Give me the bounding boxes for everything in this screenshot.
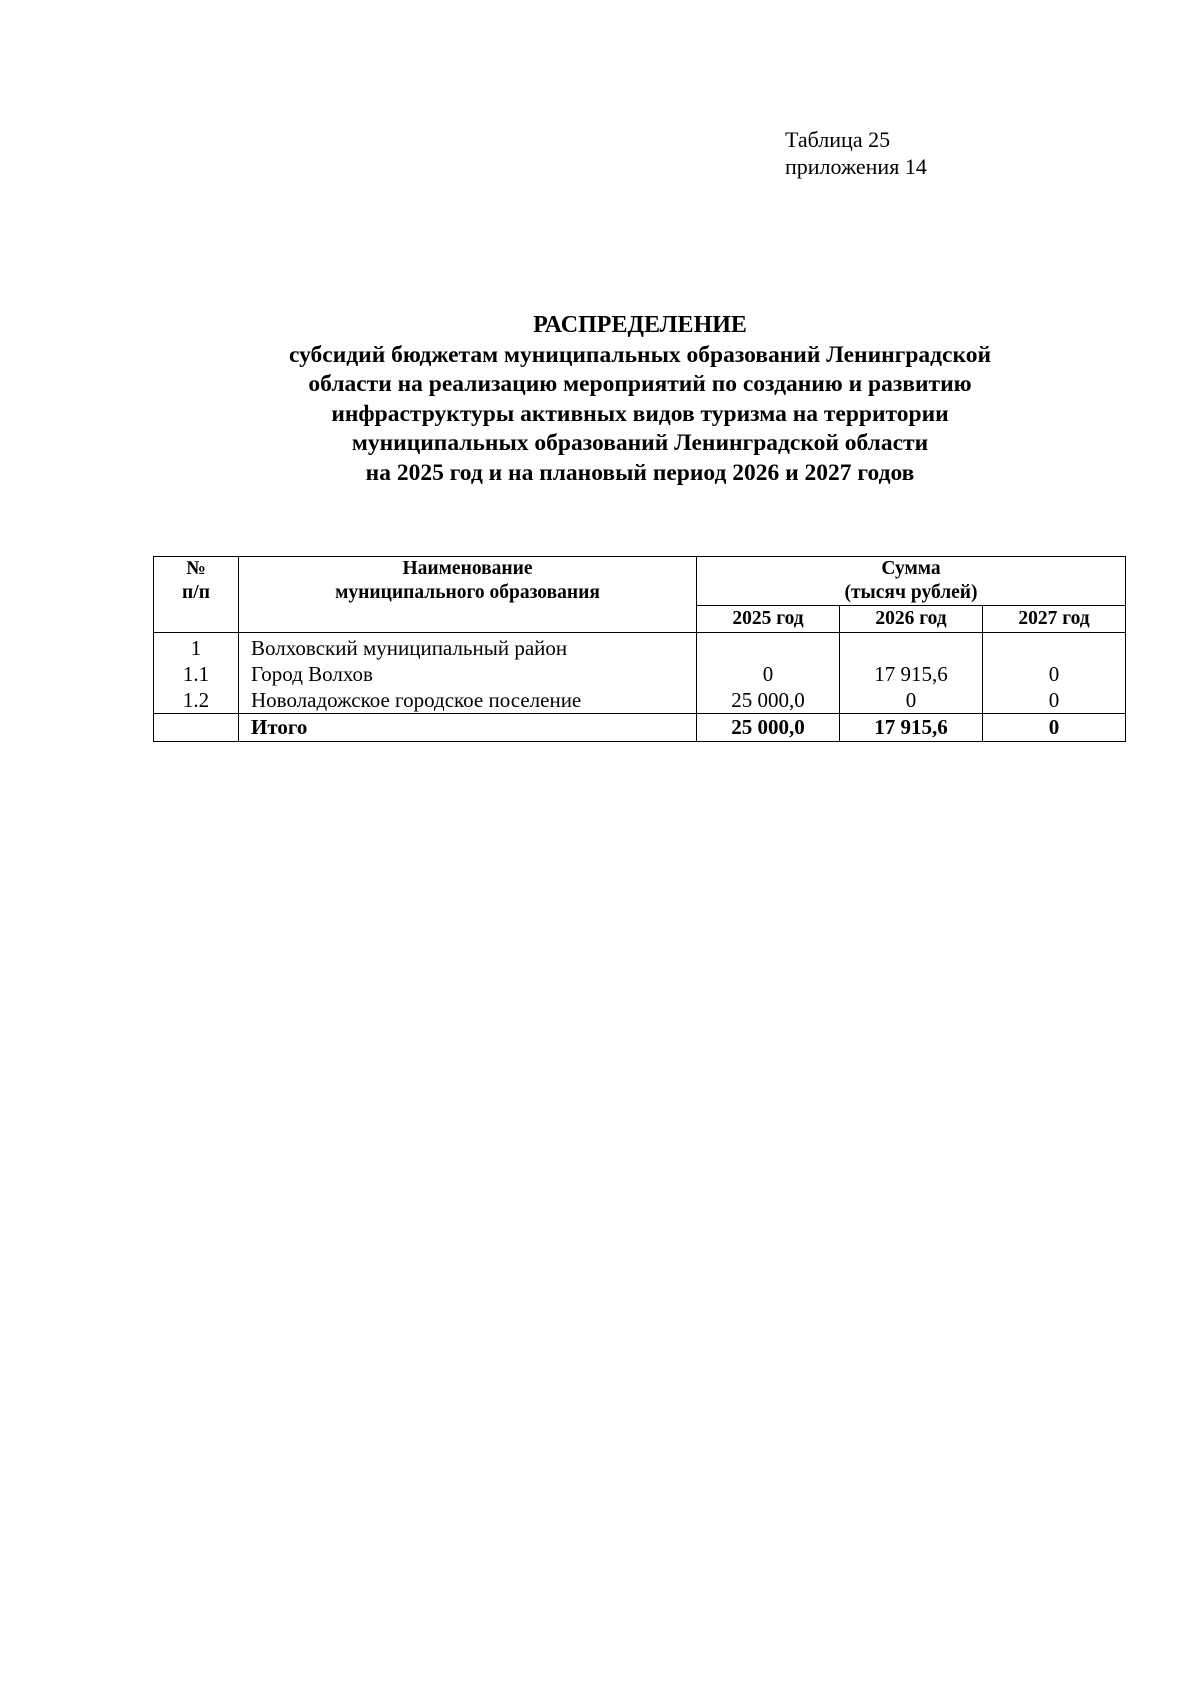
total-row xyxy=(154,714,1126,742)
row-value-2026 xyxy=(840,633,983,662)
title-line: на 2025 год и на плановый период 2026 и 2027 годов xyxy=(365,459,915,486)
title-line: субсидий бюджетам муниципальных образований Ленинградской xyxy=(289,341,991,368)
document-title xyxy=(150,311,1130,488)
table-row xyxy=(154,687,1126,714)
title-line: области на реализацию мероприятий по созданию и развитию xyxy=(308,371,972,397)
title-heading: РАСПРЕДЕЛЕНИЕ xyxy=(533,312,747,338)
row-value-2025: 25 000,0 xyxy=(697,687,840,714)
header-year-2025: 2025 год xyxy=(697,606,840,633)
header-year-2027: 2027 год xyxy=(983,606,1126,633)
table-row xyxy=(154,661,1126,687)
row-name: Волховский муниципальный район xyxy=(239,633,697,662)
header-name-line2: муниципального образования xyxy=(335,582,600,603)
total-value-2025: 25 000,0 xyxy=(697,714,840,742)
row-value-2025 xyxy=(697,633,840,662)
appendix-number: приложения 14 xyxy=(785,154,927,179)
header-number-line2: п/п xyxy=(182,582,210,603)
row-number: 1 xyxy=(154,633,239,662)
total-label: Итого xyxy=(239,714,697,742)
header-year-2026: 2026 год xyxy=(840,606,983,633)
header-sum-line1: Сумма xyxy=(881,558,941,579)
row-number: 1.1 xyxy=(154,661,239,687)
row-value-2027: 0 xyxy=(983,661,1126,687)
header-name xyxy=(239,557,697,633)
header-sum-line2: (тысяч рублей) xyxy=(844,582,978,603)
title-line: инфраструктуры активных видов туризма на территории xyxy=(331,400,949,427)
total-value-2027: 0 xyxy=(983,714,1126,742)
row-name: Город Волхов xyxy=(239,661,697,687)
row-number: 1.2 xyxy=(154,687,239,714)
table-row xyxy=(154,633,1126,662)
header-number-line1: № xyxy=(186,558,206,579)
total-value-2026: 17 915,6 xyxy=(840,714,983,742)
distribution-table xyxy=(153,556,1126,742)
row-value-2025: 0 xyxy=(697,661,840,687)
row-name: Новоладожское городское поселение xyxy=(239,687,697,714)
total-number-cell xyxy=(154,714,239,742)
row-value-2026: 0 xyxy=(840,687,983,714)
title-line: муниципальных образований Ленинградской области xyxy=(351,430,929,456)
row-value-2027: 0 xyxy=(983,687,1126,714)
table-number: Таблица 25 xyxy=(785,127,891,152)
header-number xyxy=(154,557,239,633)
table-reference xyxy=(785,126,927,180)
row-value-2026: 17 915,6 xyxy=(840,661,983,687)
row-value-2027 xyxy=(983,633,1126,662)
header-name-line1: Наименование xyxy=(402,558,533,579)
header-sum xyxy=(697,557,1126,606)
